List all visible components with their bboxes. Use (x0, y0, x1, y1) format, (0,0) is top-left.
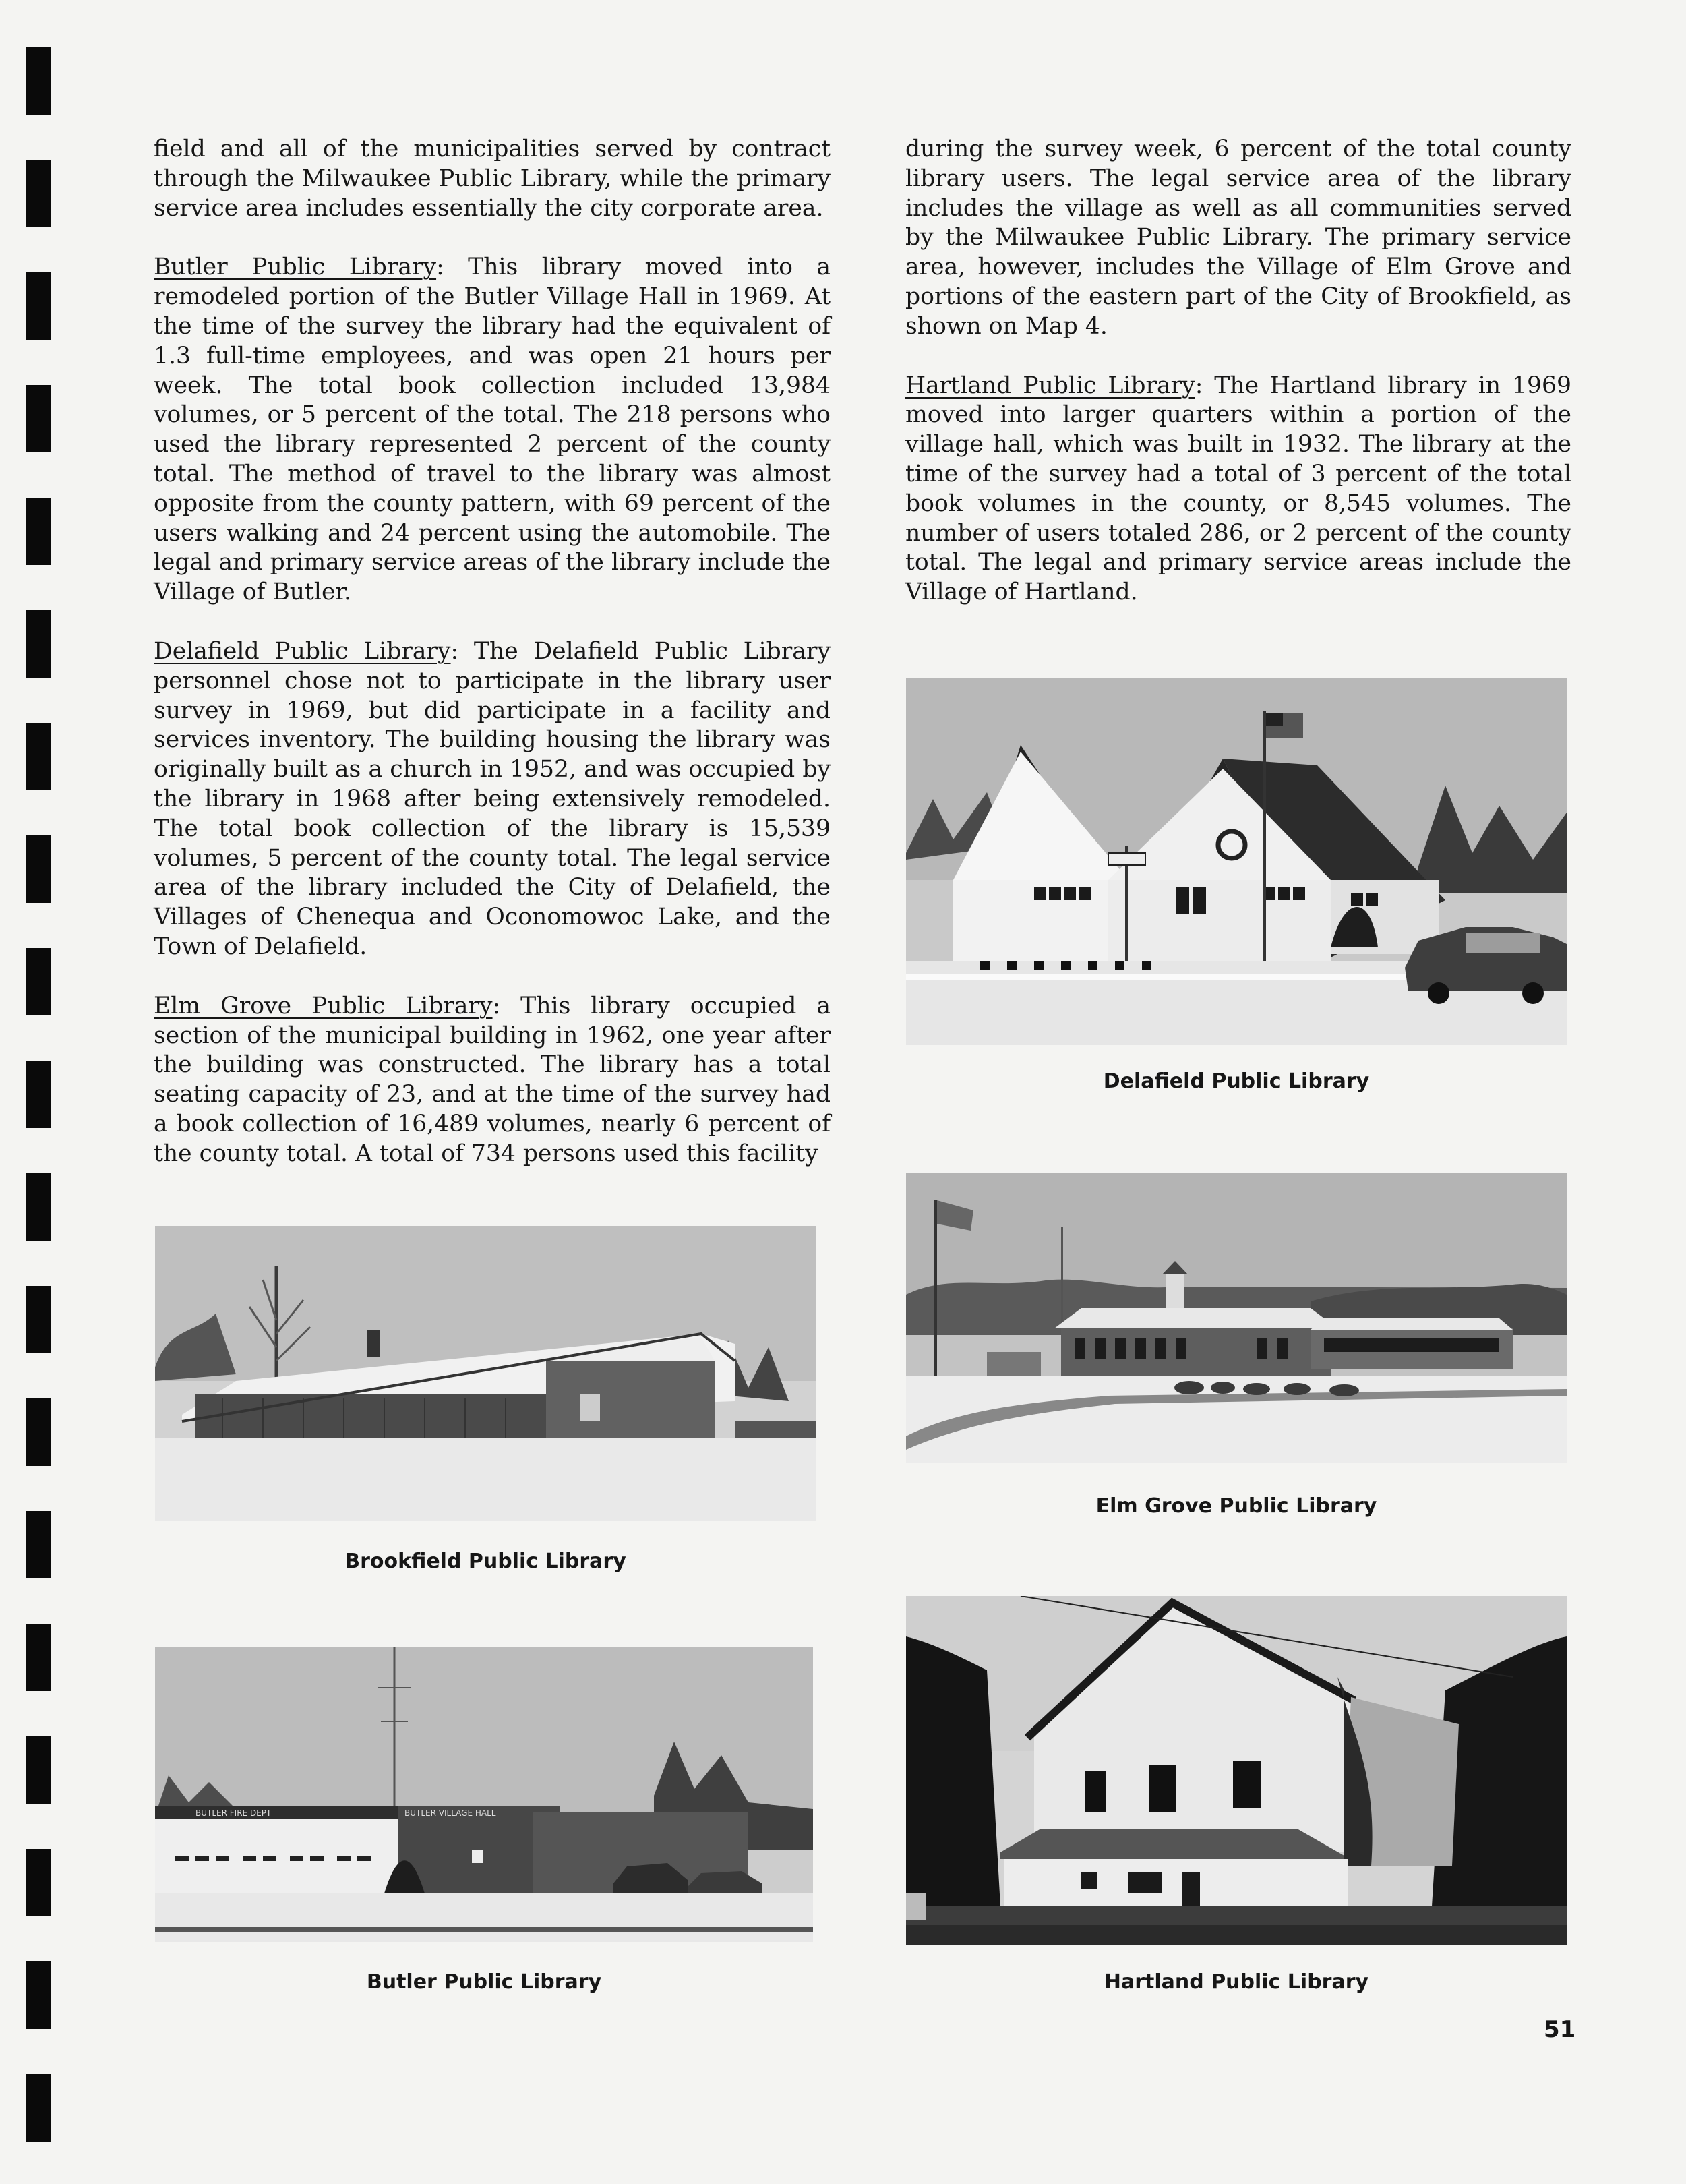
binding-hole (26, 272, 51, 340)
binding-hole (26, 1286, 51, 1353)
elm-grove-library-photo (906, 1173, 1567, 1463)
binding-hole (26, 948, 51, 1015)
binding-hole (26, 723, 51, 790)
binding-hole (26, 385, 51, 452)
hartland-text: : The Hartland library in 1969 moved into larger quarters within a portion of the village hall, which was built in 1932. The library at the time of the survey had a total of 3 percent of the total book volumes in the county, or 8,545 volumes. The number of users totaled 286, or 2 percent of the county total. The legal and primary service areas include the Village of Hartland. (905, 372, 1571, 606)
hartland-paragraph (905, 372, 1571, 608)
right-column (905, 135, 1571, 637)
brookfield-library-photo (155, 1226, 816, 1521)
binding-hole (26, 498, 51, 565)
binding-hole (26, 1398, 51, 1466)
binding-hole (26, 47, 51, 115)
butler-heading: Butler Public Library (154, 254, 437, 281)
delafield-text: : The Delafield Public Library personnel chose not to participate in the library user survey in 1969, but did participate in a facility and services inventory. The building housing the library was originally built as a church in 1952, and was occupied by the library in 1968 after being extensively remodeled. The total book collection of the library is 15,539 volumes, 5 percent of the county total. The legal service area of the library included the City of Delafield, the Villages of Chenequa and Oconomowoc Lake, and the Town of Delafield. (154, 637, 831, 960)
butler-text: : This library moved into a remodeled portion of the Butler Village Hall in 1969. At the time of the survey the library had the equivalent of 1.3 full-time employees, and was open 21 hours per week. The total book collection included 13,984 volumes, or 5 percent of the total. The 218 persons who used the library represented 2 percent of the county total. The method of travel to the library was almost opposite from the county pattern, with 69 percent of the users walking and 24 percent using the automobile. The legal and primary service areas of the library include the Village of Butler. (154, 254, 831, 606)
delafield-photo-caption: Delafield Public Library (1103, 1069, 1370, 1093)
binding-hole (26, 1173, 51, 1241)
page-number: 51 (1544, 2016, 1576, 2043)
left-column (154, 135, 831, 1199)
binding-hole (26, 835, 51, 903)
spiral-binding (26, 0, 53, 2184)
binding-hole (26, 1624, 51, 1691)
elm-grove-text: : This library occupied a section of the municipal building in 1962, one year after the building was constructed. The library has a total seating capacity of 23, and at the time of the survey had a book collection of 16,489 volumes, nearly 6 percent of the county total. A total of 734 persons used this facility (154, 992, 831, 1167)
butler-library-photo (155, 1647, 813, 1942)
binding-hole (26, 1736, 51, 1804)
binding-hole (26, 1849, 51, 1916)
delafield-paragraph (154, 637, 831, 962)
elm-grove-heading: Elm Grove Public Library (154, 992, 493, 1020)
binding-hole (26, 1061, 51, 1128)
hartland-library-photo (906, 1596, 1567, 1945)
hartland-photo-caption: Hartland Public Library (1104, 1970, 1369, 1994)
butler-village-hall-sign: BUTLER VILLAGE HALL (404, 1808, 496, 1818)
butler-photo-caption: Butler Public Library (366, 1970, 602, 1994)
binding-hole (26, 2074, 51, 2142)
delafield-heading: Delafield Public Library (154, 637, 451, 665)
binding-hole (26, 610, 51, 678)
elm-grove-continued-paragraph: during the survey week, 6 percent of the total county library users. The legal service area of the library includes the village as well as all communities served by the Milwaukee Public Library. The primary service area, however, includes the Village of Elm Grove and portions of the eastern part of the City of Brookfield, as shown on Map 4. (905, 136, 1571, 340)
binding-hole (26, 160, 51, 227)
elm-grove-photo-caption: Elm Grove Public Library (1095, 1494, 1377, 1518)
hartland-heading: Hartland Public Library (905, 372, 1195, 399)
binding-hole (26, 1511, 51, 1578)
intro-paragraph: field and all of the municipalities served by contract through the Milwaukee Public Library, while the primary service area includes essentially the city corporate area. (154, 136, 831, 222)
elm-grove-paragraph (154, 992, 831, 1169)
binding-hole (26, 1961, 51, 2029)
brookfield-photo-caption: Brookfield Public Library (344, 1550, 626, 1573)
butler-fire-dept-sign: BUTLER FIRE DEPT (195, 1808, 272, 1818)
butler-paragraph (154, 253, 831, 608)
delafield-library-photo (906, 678, 1567, 1045)
